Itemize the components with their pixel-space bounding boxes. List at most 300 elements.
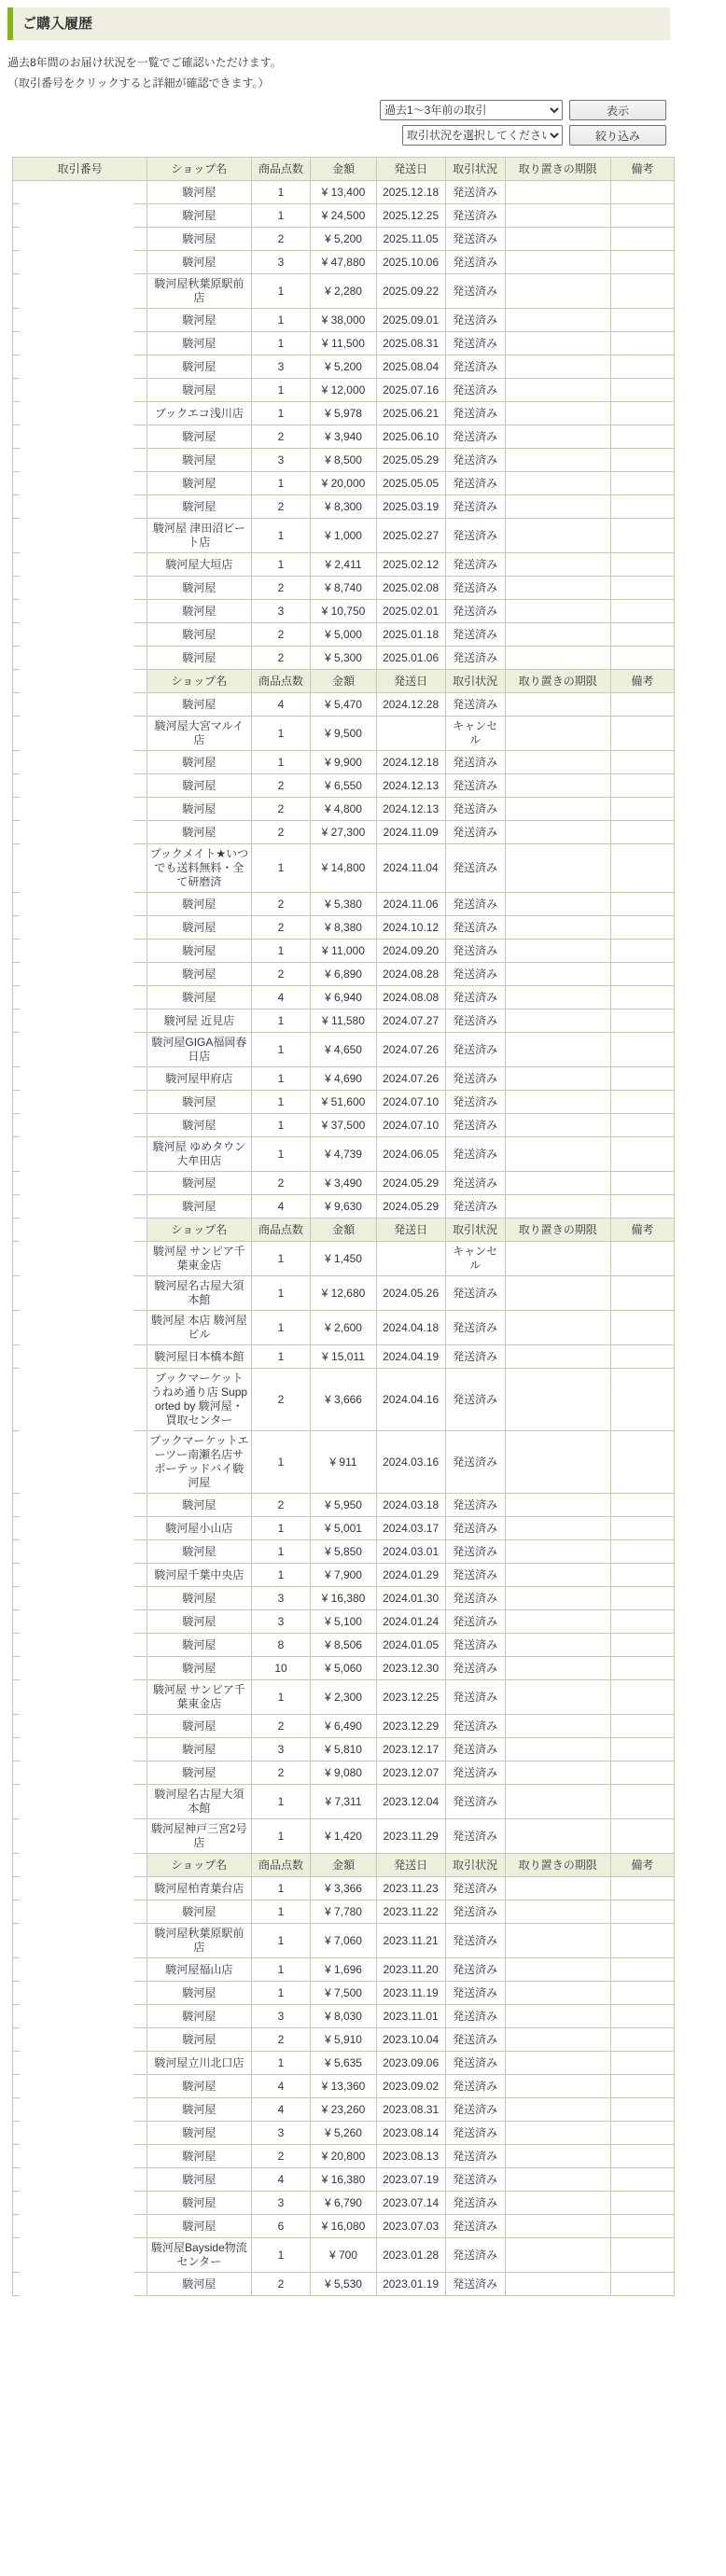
amount-cell: ¥ 9,630 — [311, 1195, 376, 1218]
status-cell: 発送済み — [446, 2192, 506, 2215]
ship-date-cell: 2023.11.29 — [377, 1819, 446, 1854]
note-cell — [611, 798, 675, 821]
status-select[interactable] — [402, 125, 563, 146]
amount-cell: ¥ 6,490 — [311, 1715, 376, 1738]
ship-date-cell: 2025.12.18 — [377, 181, 446, 204]
hold-deadline-cell — [506, 1494, 611, 1517]
status-cell: 発送済み — [446, 623, 506, 647]
shop-name-cell: 駿河屋 サンピア千葉東金店 — [147, 1680, 251, 1715]
hold-deadline-cell — [506, 1010, 611, 1033]
ship-date-cell: 2024.01.30 — [377, 1587, 446, 1610]
status-cell: 発送済み — [446, 844, 506, 893]
hold-deadline-cell — [506, 1114, 611, 1137]
status-cell: 発送済み — [446, 1431, 506, 1494]
intro-line-1: 過去8年間のお届け状況を一覧でご確認いただけます。 — [7, 56, 282, 69]
item-count-cell: 1 — [252, 844, 312, 893]
item-count-cell: 1 — [252, 1276, 312, 1311]
item-count-cell: 4 — [252, 693, 312, 717]
shop-name-cell: 駿河屋 — [147, 379, 251, 402]
amount-cell: ¥ 24,500 — [311, 204, 376, 228]
hold-deadline-cell — [506, 1982, 611, 2005]
shop-name-cell: 駿河屋 — [147, 1761, 251, 1785]
hold-deadline-cell — [506, 1634, 611, 1657]
amount-cell: ¥ 7,060 — [311, 1924, 376, 1958]
ship-date-cell: 2023.11.01 — [377, 2005, 446, 2028]
ship-date-cell: 2024.11.09 — [377, 821, 446, 844]
shop-name-cell: 駿河屋GIGA福岡春日店 — [147, 1033, 251, 1067]
shop-name-cell: 駿河屋 — [147, 2273, 251, 2296]
shop-name-cell: 駿河屋 — [147, 472, 251, 495]
note-cell — [611, 402, 675, 425]
ship-date-cell: 2023.08.31 — [377, 2098, 446, 2122]
transaction-number-cell — [13, 1901, 147, 1924]
table-row — [13, 1924, 675, 1958]
item-count-cell: 1 — [252, 402, 312, 425]
transaction-number-cell — [13, 623, 147, 647]
hold-deadline-cell — [506, 2145, 611, 2168]
item-count-cell: 2 — [252, 1369, 312, 1431]
ship-date-cell: 2025.02.01 — [377, 600, 446, 623]
amount-cell: ¥ 5,850 — [311, 1540, 376, 1564]
intro-line-2: （取引番号をクリックすると詳細が確認できます。） — [7, 77, 270, 90]
amount-cell: ¥ 2,300 — [311, 1680, 376, 1715]
note-cell — [611, 1010, 675, 1033]
shop-name-cell: 駿河屋 — [147, 355, 251, 379]
shop-name-cell: 駿河屋 — [147, 798, 251, 821]
item-count-cell: 2 — [252, 1761, 312, 1785]
note-cell — [611, 274, 675, 309]
item-count-cell: 1 — [252, 1114, 312, 1137]
hold-deadline-cell — [506, 472, 611, 495]
item-count-cell: 3 — [252, 2005, 312, 2028]
ship-date-cell: 2024.08.28 — [377, 963, 446, 986]
table-row — [13, 402, 675, 425]
ship-date-cell: 2025.08.31 — [377, 332, 446, 355]
shop-name-cell: 駿河屋名古屋大須本館 — [147, 1276, 251, 1311]
note-cell — [611, 2005, 675, 2028]
status-cell: 発送済み — [446, 251, 506, 274]
note-cell — [611, 204, 675, 228]
table-row — [13, 1634, 675, 1657]
transaction-number-cell — [13, 1761, 147, 1785]
column-header-3: 金額 — [311, 1854, 376, 1877]
table-row — [13, 1540, 675, 1564]
amount-cell: ¥ 51,600 — [311, 1091, 376, 1114]
hold-deadline-cell — [506, 2098, 611, 2122]
intro-text — [7, 53, 674, 92]
column-header-4: 発送日 — [377, 158, 446, 181]
amount-cell: ¥ 7,500 — [311, 1982, 376, 2005]
status-cell: 発送済み — [446, 2122, 506, 2145]
shop-name-cell: 駿河屋 — [147, 986, 251, 1010]
note-cell — [611, 717, 675, 751]
shop-name-cell: 駿河屋 — [147, 2098, 251, 2122]
ship-date-cell: 2025.11.05 — [377, 228, 446, 251]
status-cell: 発送済み — [446, 2075, 506, 2098]
note-cell — [611, 1369, 675, 1431]
note-cell — [611, 425, 675, 449]
hold-deadline-cell — [506, 1924, 611, 1958]
item-count-cell: 2 — [252, 1494, 312, 1517]
column-header-7: 備考 — [611, 1854, 675, 1877]
ship-date-cell: 2024.05.26 — [377, 1276, 446, 1311]
hold-deadline-cell — [506, 1761, 611, 1785]
hold-deadline-cell — [506, 228, 611, 251]
table-row — [13, 963, 675, 986]
transaction-number-cell — [13, 1494, 147, 1517]
item-count-cell: 2 — [252, 774, 312, 798]
table-row — [13, 2238, 675, 2273]
ship-date-cell: 2024.07.27 — [377, 1010, 446, 1033]
column-header-3: 金額 — [311, 158, 376, 181]
table-row — [13, 2005, 675, 2028]
amount-cell: ¥ 2,411 — [311, 553, 376, 577]
amount-cell: ¥ 3,940 — [311, 425, 376, 449]
note-cell — [611, 1494, 675, 1517]
transaction-number-cell — [13, 1587, 147, 1610]
table-row — [13, 2145, 675, 2168]
shop-name-cell: 駿河屋 — [147, 2145, 251, 2168]
amount-cell: ¥ 4,690 — [311, 1067, 376, 1091]
ship-date-cell: 2024.12.28 — [377, 693, 446, 717]
note-cell — [611, 355, 675, 379]
transaction-number-cell — [13, 1010, 147, 1033]
transaction-number-cell — [13, 1033, 147, 1067]
item-count-cell: 1 — [252, 1564, 312, 1587]
shop-name-cell: ブックメイト★いつでも送料無料・全て研磨済 — [147, 844, 251, 893]
note-cell — [611, 2192, 675, 2215]
item-count-cell: 6 — [252, 2215, 312, 2238]
note-cell — [611, 449, 675, 472]
hold-deadline-cell — [506, 821, 611, 844]
ship-date-cell: 2023.01.28 — [377, 2238, 446, 2273]
item-count-cell: 1 — [252, 309, 312, 332]
item-count-cell: 2 — [252, 2145, 312, 2168]
period-select[interactable] — [380, 100, 563, 120]
status-cell: 発送済み — [446, 181, 506, 204]
hold-deadline-cell — [506, 693, 611, 717]
status-cell: 発送済み — [446, 963, 506, 986]
hold-deadline-cell — [506, 986, 611, 1010]
transaction-number-cell — [13, 1877, 147, 1901]
amount-cell: ¥ 1,420 — [311, 1819, 376, 1854]
transaction-number-cell — [13, 1276, 147, 1311]
column-header-7: 備考 — [611, 158, 675, 181]
item-count-cell: 1 — [252, 2052, 312, 2075]
item-count-cell: 4 — [252, 2168, 312, 2192]
hold-deadline-cell — [506, 2122, 611, 2145]
table-row — [13, 1033, 675, 1067]
note-cell — [611, 1067, 675, 1091]
transaction-number-cell — [13, 1431, 147, 1494]
table-row — [13, 1715, 675, 1738]
amount-cell: ¥ 7,900 — [311, 1564, 376, 1587]
note-cell — [611, 2122, 675, 2145]
item-count-cell: 1 — [252, 1877, 312, 1901]
shop-name-cell: 駿河屋 — [147, 893, 251, 916]
table-row — [13, 2052, 675, 2075]
status-cell: 発送済み — [446, 204, 506, 228]
transaction-number-cell — [13, 309, 147, 332]
ship-date-cell: 2024.04.19 — [377, 1345, 446, 1369]
table-row — [13, 1195, 675, 1218]
note-cell — [611, 600, 675, 623]
item-count-cell: 1 — [252, 204, 312, 228]
ship-date-cell: 2024.11.06 — [377, 893, 446, 916]
transaction-number-cell — [13, 986, 147, 1010]
amount-cell: ¥ 5,001 — [311, 1517, 376, 1540]
status-cell: 発送済み — [446, 553, 506, 577]
status-cell: 発送済み — [446, 1172, 506, 1195]
item-count-cell: 2 — [252, 647, 312, 670]
note-cell — [611, 1877, 675, 1901]
shop-name-cell: 駿河屋 — [147, 1587, 251, 1610]
transaction-number-cell — [13, 553, 147, 577]
column-header-4: 発送日 — [377, 1854, 446, 1877]
note-cell — [611, 2215, 675, 2238]
hold-deadline-cell — [506, 1517, 611, 1540]
table-row — [13, 1901, 675, 1924]
amount-cell: ¥ 8,380 — [311, 916, 376, 940]
ship-date-cell: 2023.09.02 — [377, 2075, 446, 2098]
transaction-number-cell — [13, 1785, 147, 1819]
ship-date-cell: 2025.02.08 — [377, 577, 446, 600]
status-cell: 発送済み — [446, 2145, 506, 2168]
item-count-cell: 1 — [252, 519, 312, 553]
table-row — [13, 916, 675, 940]
ship-date-cell: 2023.09.06 — [377, 2052, 446, 2075]
shop-name-cell: 駿河屋 — [147, 2215, 251, 2238]
table-row — [13, 274, 675, 309]
amount-cell: ¥ 5,300 — [311, 647, 376, 670]
column-header-3: 金額 — [311, 1218, 376, 1242]
status-cell: 発送済み — [446, 1958, 506, 1982]
amount-cell: ¥ 8,300 — [311, 495, 376, 519]
item-count-cell: 2 — [252, 1172, 312, 1195]
hold-deadline-cell — [506, 1610, 611, 1634]
transaction-number-cell — [13, 1634, 147, 1657]
transaction-number-cell — [13, 1218, 147, 1242]
shop-name-cell: 駿河屋 — [147, 821, 251, 844]
note-cell — [611, 1431, 675, 1494]
column-header-3: 金額 — [311, 670, 376, 693]
amount-cell: ¥ 23,260 — [311, 2098, 376, 2122]
note-cell — [611, 2028, 675, 2052]
note-cell — [611, 2098, 675, 2122]
shop-name-cell: 駿河屋 — [147, 1172, 251, 1195]
transaction-number-cell — [13, 1854, 147, 1877]
amount-cell: ¥ 4,739 — [311, 1137, 376, 1172]
note-cell — [611, 379, 675, 402]
hold-deadline-cell — [506, 2005, 611, 2028]
item-count-cell: 1 — [252, 332, 312, 355]
amount-cell: ¥ 7,311 — [311, 1785, 376, 1819]
ship-date-cell: 2025.02.27 — [377, 519, 446, 553]
table-row — [13, 2168, 675, 2192]
ship-date-cell: 2024.12.13 — [377, 774, 446, 798]
transaction-number-cell — [13, 670, 147, 693]
ship-date-cell: 2024.03.16 — [377, 1431, 446, 1494]
hold-deadline-cell — [506, 600, 611, 623]
amount-cell: ¥ 15,011 — [311, 1345, 376, 1369]
table-row — [13, 519, 675, 553]
amount-cell: ¥ 700 — [311, 2238, 376, 2273]
item-count-cell: 4 — [252, 1195, 312, 1218]
ship-date-cell: 2025.05.29 — [377, 449, 446, 472]
item-count-cell: 1 — [252, 1091, 312, 1114]
transaction-number-cell — [13, 1738, 147, 1761]
status-cell: 発送済み — [446, 1901, 506, 1924]
shop-name-cell: 駿河屋 — [147, 228, 251, 251]
amount-cell: ¥ 2,600 — [311, 1311, 376, 1345]
item-count-cell: 1 — [252, 2238, 312, 2273]
item-count-cell: 1 — [252, 1680, 312, 1715]
status-cell: 発送済み — [446, 495, 506, 519]
table-row — [13, 717, 675, 751]
transaction-number-cell — [13, 2075, 147, 2098]
item-count-cell: 3 — [252, 449, 312, 472]
status-cell: 発送済み — [446, 2168, 506, 2192]
table-row — [13, 495, 675, 519]
hold-deadline-cell — [506, 1276, 611, 1311]
status-cell: 発送済み — [446, 1276, 506, 1311]
table-row — [13, 798, 675, 821]
status-cell: 発送済み — [446, 1587, 506, 1610]
hold-deadline-cell — [506, 1680, 611, 1715]
ship-date-cell: 2024.03.01 — [377, 1540, 446, 1564]
transaction-number-cell — [13, 355, 147, 379]
hold-deadline-cell — [506, 495, 611, 519]
shop-name-cell: 駿河屋立川北口店 — [147, 2052, 251, 2075]
status-cell: 発送済み — [446, 2273, 506, 2296]
hold-deadline-cell — [506, 1901, 611, 1924]
amount-cell: ¥ 13,400 — [311, 181, 376, 204]
hold-deadline-cell — [506, 2192, 611, 2215]
status-cell: 発送済み — [446, 600, 506, 623]
item-count-cell: 2 — [252, 2273, 312, 2296]
status-cell: 発送済み — [446, 1610, 506, 1634]
hold-deadline-cell — [506, 2075, 611, 2098]
transaction-number-cell — [13, 1924, 147, 1958]
ship-date-cell: 2023.12.29 — [377, 1715, 446, 1738]
status-cell: 発送済み — [446, 1114, 506, 1137]
amount-cell: ¥ 16,080 — [311, 2215, 376, 2238]
table-row — [13, 1369, 675, 1431]
transaction-number-cell — [13, 251, 147, 274]
shop-name-cell: 駿河屋 — [147, 1610, 251, 1634]
ship-date-cell: 2023.11.22 — [377, 1901, 446, 1924]
note-cell — [611, 2168, 675, 2192]
note-cell — [611, 1195, 675, 1218]
table-row — [13, 1345, 675, 1369]
shop-name-cell: 駿河屋 — [147, 2192, 251, 2215]
item-count-cell: 1 — [252, 1311, 312, 1345]
ship-date-cell: 2024.01.24 — [377, 1610, 446, 1634]
table-row — [13, 2075, 675, 2098]
table-row — [13, 1276, 675, 1311]
hold-deadline-cell — [506, 309, 611, 332]
ship-date-cell: 2025.03.19 — [377, 495, 446, 519]
hold-deadline-cell — [506, 1587, 611, 1610]
ship-date-cell: 2025.12.25 — [377, 204, 446, 228]
table-row — [13, 379, 675, 402]
table-row — [13, 1738, 675, 1761]
note-cell — [611, 1345, 675, 1369]
table-row — [13, 1517, 675, 1540]
table-row — [13, 1311, 675, 1345]
note-cell — [611, 1610, 675, 1634]
table-row — [13, 228, 675, 251]
amount-cell: ¥ 5,810 — [311, 1738, 376, 1761]
item-count-cell: 2 — [252, 893, 312, 916]
hold-deadline-cell — [506, 1345, 611, 1369]
shop-name-cell: 駿河屋大宮マルイ店 — [147, 717, 251, 751]
item-count-cell: 1 — [252, 379, 312, 402]
transaction-number-cell — [13, 1195, 147, 1218]
status-cell: 発送済み — [446, 1982, 506, 2005]
status-cell: 発送済み — [446, 2238, 506, 2273]
column-header-6: 取り置きの期限 — [506, 158, 611, 181]
amount-cell: ¥ 8,030 — [311, 2005, 376, 2028]
amount-cell: ¥ 27,300 — [311, 821, 376, 844]
ship-date-cell: 2023.10.04 — [377, 2028, 446, 2052]
table-row — [13, 1958, 675, 1982]
amount-cell: ¥ 11,500 — [311, 332, 376, 355]
note-cell — [611, 751, 675, 774]
note-cell — [611, 1657, 675, 1680]
filter-button[interactable]: 絞り込み — [569, 125, 666, 146]
ship-date-cell: 2025.08.04 — [377, 355, 446, 379]
shop-name-cell: 駿河屋 — [147, 1657, 251, 1680]
hold-deadline-cell — [506, 402, 611, 425]
status-cell: 発送済み — [446, 2005, 506, 2028]
hold-deadline-cell — [506, 274, 611, 309]
column-header-2: 商品点数 — [252, 670, 312, 693]
status-cell: 発送済み — [446, 1517, 506, 1540]
item-count-cell: 2 — [252, 577, 312, 600]
table-row — [13, 986, 675, 1010]
shop-name-cell: 駿河屋 — [147, 1715, 251, 1738]
ship-date-cell: 2025.05.05 — [377, 472, 446, 495]
note-cell — [611, 2145, 675, 2168]
hold-deadline-cell — [506, 623, 611, 647]
column-header-1: ショップ名 — [147, 1854, 251, 1877]
note-cell — [611, 1958, 675, 1982]
status-cell: 発送済み — [446, 647, 506, 670]
shop-name-cell: 駿河屋 — [147, 1540, 251, 1564]
show-button[interactable]: 表示 — [569, 100, 666, 120]
transaction-number-cell — [13, 1540, 147, 1564]
transaction-number-cell — [13, 449, 147, 472]
hold-deadline-cell — [506, 1738, 611, 1761]
transaction-number-cell — [13, 519, 147, 553]
item-count-cell: 2 — [252, 1715, 312, 1738]
amount-cell: ¥ 11,000 — [311, 940, 376, 963]
note-cell — [611, 1761, 675, 1785]
table-row — [13, 1657, 675, 1680]
item-count-cell: 2 — [252, 495, 312, 519]
amount-cell: ¥ 47,880 — [311, 251, 376, 274]
item-count-cell: 1 — [252, 940, 312, 963]
transaction-number-cell — [13, 577, 147, 600]
status-cell: 発送済み — [446, 986, 506, 1010]
amount-cell: ¥ 12,680 — [311, 1276, 376, 1311]
shop-name-cell: 駿河屋小山店 — [147, 1517, 251, 1540]
hold-deadline-cell — [506, 332, 611, 355]
status-cell: 発送済み — [446, 1067, 506, 1091]
transaction-number-cell — [13, 1172, 147, 1195]
amount-cell: ¥ 5,950 — [311, 1494, 376, 1517]
